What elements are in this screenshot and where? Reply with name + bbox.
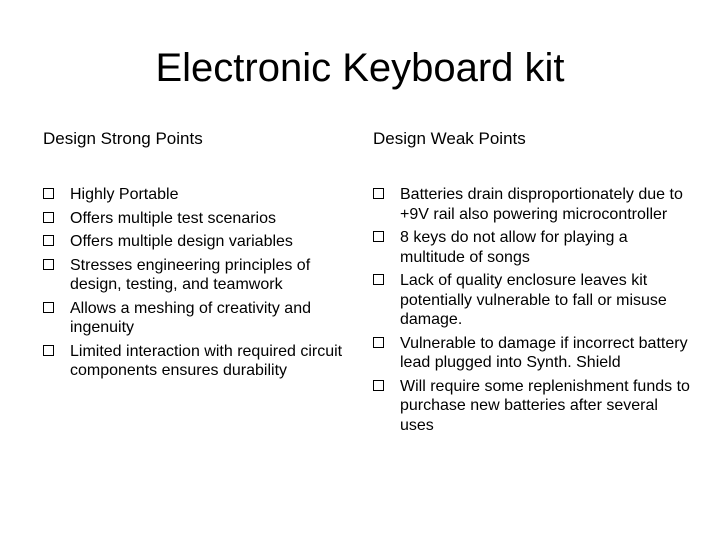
weak-points-list <box>373 185 693 435</box>
list-item-text: Offers multiple design variables <box>70 233 293 250</box>
strong-points-list <box>43 185 353 381</box>
strong-points-heading: Design Strong Points <box>43 129 203 148</box>
list-item-text: Will require some replenishment funds to purchase new batteries after several uses <box>400 377 690 434</box>
checkbox-square-icon <box>373 188 384 199</box>
list-item-text: Allows a meshing of creativity and ingenuity <box>70 299 311 336</box>
list-item <box>43 256 353 295</box>
checkbox-square-icon <box>43 345 54 356</box>
checkbox-square-icon <box>373 274 384 285</box>
page-title: Electronic Keyboard kit <box>155 46 565 90</box>
list-item-text: Limited interaction with required circuit components ensures durability <box>70 342 343 379</box>
list-item <box>373 334 693 373</box>
list-item <box>373 228 693 267</box>
strong-points-column <box>43 128 353 385</box>
checkbox-square-icon <box>373 380 384 391</box>
list-item <box>43 299 353 338</box>
checkbox-square-icon <box>43 188 54 199</box>
checkbox-square-icon <box>373 231 384 242</box>
list-item-text: Highly Portable <box>70 186 179 203</box>
list-item-text: Offers multiple test scenarios <box>70 209 277 227</box>
checkbox-square-icon <box>373 337 384 348</box>
list-item-text: Batteries drain disproportionately due to +9V rail also powering microcontroller <box>400 186 683 223</box>
checkbox-square-icon <box>43 259 54 270</box>
weak-points-heading: Design Weak Points <box>373 129 526 148</box>
weak-points-column <box>373 128 693 439</box>
checkbox-square-icon <box>43 302 54 313</box>
list-item <box>373 271 693 330</box>
list-item <box>373 185 693 224</box>
checkbox-square-icon <box>43 235 54 246</box>
list-item <box>43 232 353 252</box>
list-item-text: Lack of quality enclosure leaves kit potentially vulnerable to fall or misuse damage. <box>400 272 667 328</box>
list-item <box>373 377 693 436</box>
list-item-text: 8 keys do not allow for playing a multitude of songs <box>400 229 628 266</box>
checkbox-square-icon <box>43 212 54 223</box>
list-item-text: Vulnerable to damage if incorrect battery lead plugged into Synth. Shield <box>400 334 688 371</box>
list-item <box>43 342 353 381</box>
list-item <box>43 209 353 229</box>
list-item <box>43 185 353 205</box>
list-item-text: Stresses engineering principles of design, testing, and teamwork <box>70 256 311 293</box>
